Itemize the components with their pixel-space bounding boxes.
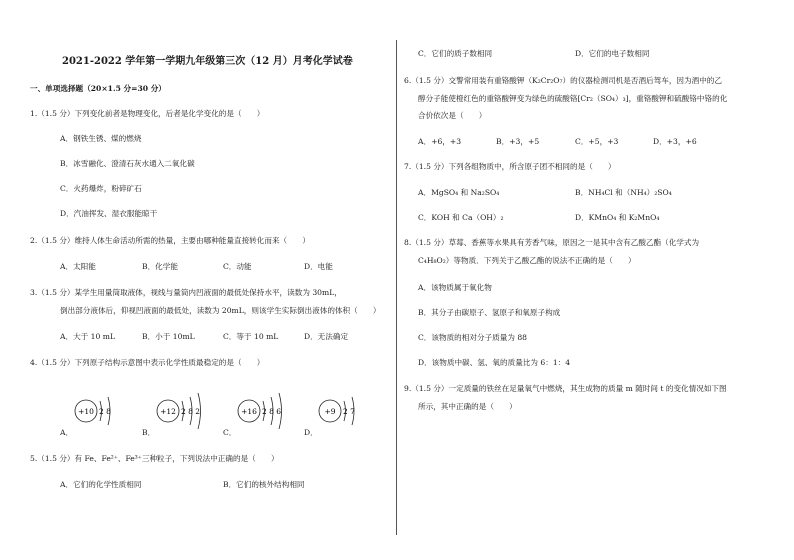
q7-option-c[interactable]: C．KOH 和 Ca（OH）₂ — [418, 213, 504, 222]
q6-option-a[interactable]: A．+6，+3 — [418, 137, 462, 146]
svg-text:+12: +12 — [160, 407, 176, 416]
q4-option-a-label[interactable]: A． — [60, 428, 74, 437]
q3-option-d[interactable]: D．无法确定 — [304, 332, 349, 341]
q1-option-d[interactable]: D．汽油挥发、湿衣服能晾干 — [60, 209, 158, 218]
q1-option-c[interactable]: C．火药爆炸，粉碎矿石 — [60, 184, 142, 193]
q2-stem: 2.（1.5 分）维持人体生命活动所需的热量，主要由哪种能量直接转化而来（ ） — [30, 236, 310, 245]
q5-option-a[interactable]: A．它们的化学性质相同 — [60, 480, 142, 489]
q4-stem: 4.（1.5 分）下列原子结构示意图中表示化学性质最稳定的是（ ） — [30, 358, 265, 367]
q5-option-d[interactable]: D．它们的电子数相同 — [575, 49, 650, 58]
svg-text:2 7: 2 7 — [343, 407, 355, 416]
q6-option-d[interactable]: D．+3，+6 — [653, 137, 697, 146]
q8-option-c[interactable]: C．该物质的相对分子质量为 88 — [418, 333, 528, 342]
q3-stem-line1: 3.（1.5 分）某学生用量筒取液体，视线与量筒内凹液面的最低处保持水平，读数为 30mL， — [30, 288, 342, 297]
q8-option-d[interactable]: D．该物质中碳、氢、氧的质量比为 6：1：4 — [418, 358, 571, 367]
q6-option-b[interactable]: B．+3，+5 — [496, 137, 540, 146]
atom-diagram-c[interactable] — [229, 383, 309, 441]
q8-stem-line2: C₄H₈O₂）等物质．下列关于乙酸乙酯的说法不正确的是（ ） — [418, 256, 636, 265]
atom-diagram-b[interactable] — [148, 383, 228, 441]
q8-option-b[interactable]: B．其分子由碳原子、氢原子和氧原子构成 — [418, 308, 561, 317]
q2-option-d[interactable]: D．电能 — [304, 262, 333, 271]
q2-option-a[interactable]: A．太阳能 — [60, 262, 96, 271]
q4-option-d-label[interactable]: D． — [304, 428, 318, 437]
section-title: 一、单项选择题（20×1.5 分=30 分） — [30, 84, 166, 93]
q2-option-c[interactable]: C．动能 — [223, 262, 252, 271]
atom-diagram-d[interactable] — [310, 383, 382, 441]
q7-stem: 7.（1.5 分）下列各组物质中，所含原子团不相同的是（ ） — [404, 162, 616, 171]
q3-option-b[interactable]: B．小于 10mL — [142, 332, 195, 341]
q9-stem-line2: 所示，其中正确的是（ ） — [418, 402, 517, 411]
svg-text:+9: +9 — [324, 407, 336, 416]
q5-stem: 5.（1.5 分）有 Fe、Fe²⁺、Fe³⁺三种粒子，下列说法中正确的是（ ） — [30, 454, 279, 463]
svg-text:2 8 2: 2 8 2 — [181, 407, 201, 416]
q3-option-c[interactable]: C．等于 10 mL — [223, 332, 279, 341]
q3-stem-line2: 倒出部分液体后，仰视凹液面的最低处，读数为 20mL，则该学生实际倒出液体的体积（ ） — [60, 306, 381, 315]
q7-option-b[interactable]: B．NH₄Cl 和（NH₄）₂SO₄ — [575, 188, 672, 197]
q7-option-d[interactable]: D．KMnO₄ 和 K₂MnO₄ — [575, 213, 660, 222]
svg-text:+10: +10 — [78, 407, 94, 416]
svg-text:2 8: 2 8 — [99, 407, 111, 416]
exam-title: 2021-2022 学年第一学期九年级第三次（12 月）月考化学试卷 — [62, 56, 353, 67]
q6-stem-line3: 合价依次是（ ） — [418, 111, 487, 120]
q5-option-b[interactable]: B．它们的核外结构相同 — [223, 480, 305, 489]
q8-stem-line1: 8.（1.5 分）草莓、香蕉等水果具有芳香气味，原因之一是其中含有乙酸乙酯（化学式为 — [404, 238, 700, 247]
q8-option-a[interactable]: A．该物质属于氧化物 — [418, 283, 492, 292]
q6-option-c[interactable]: C．+5，+3 — [575, 137, 619, 146]
q3-option-a[interactable]: A．大于 10 mL — [60, 332, 115, 341]
q9-stem-line1: 9.（1.5 分）一定质量的铁丝在足量氧气中燃烧，其生成物的质量 m 随时间 t 的变化情况如下图 — [404, 384, 727, 393]
q7-option-a[interactable]: A．MgSO₄ 和 Na₂SO₄ — [418, 188, 500, 197]
svg-text:+16: +16 — [241, 407, 257, 416]
svg-text:2 8 6: 2 8 6 — [262, 407, 282, 416]
q1-option-a[interactable]: A．钢铁生锈、煤的燃烧 — [60, 134, 142, 143]
q1-option-b[interactable]: B．冰雪融化、澄清石灰水通入二氧化碳 — [60, 159, 195, 168]
q6-stem-line1: 6.（1.5 分）交警常用装有重铬酸钾（K₂Cr₂O₇）的仪器检测司机是否酒后驾车，因为酒中的乙 — [404, 76, 722, 85]
column-divider — [396, 40, 397, 535]
q5-option-c[interactable]: C．它们的质子数相同 — [418, 49, 493, 58]
q4-option-b-label[interactable]: B． — [142, 428, 156, 437]
q6-stem-line2: 醇分子能使橙红色的重铬酸钾变为绿色的硫酸铬[Cr₂（SO₄）₃]，重铬酸钾和硫酸铬中铬的化 — [418, 94, 728, 103]
atom-diagram-a[interactable] — [66, 383, 138, 441]
q2-option-b[interactable]: B．化学能 — [142, 262, 178, 271]
q4-option-c-label[interactable]: C． — [223, 428, 237, 437]
q1-stem: 1.（1.5 分）下列变化前者是物理变化，后者是化学变化的是（ ） — [30, 109, 265, 118]
